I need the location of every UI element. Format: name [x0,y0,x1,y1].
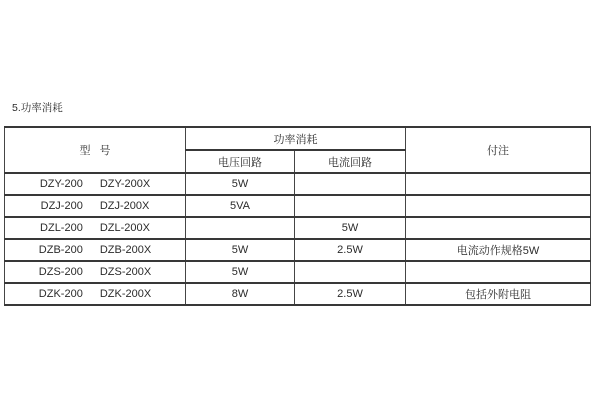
model-pair [7,200,183,212]
header-current-circuit: 电流回路 [295,150,406,173]
voltage-cell: 5W [186,173,295,195]
section-title: 5.功率消耗 [12,102,63,114]
model-a: DZK-200 [38,288,83,300]
note-cell [406,195,591,217]
model-cell [5,195,186,217]
current-cell: 2.5W [295,283,406,305]
model-pair [7,266,183,278]
current-cell [295,195,406,217]
voltage-cell [186,217,295,239]
model-cell [5,217,186,239]
voltage-cell: 5W [186,261,295,283]
model-b: DZL-200X [99,222,150,234]
note-cell: 包括外附电阻 [406,283,591,305]
voltage-cell: 5W [186,239,295,261]
note-cell [406,173,591,195]
model-b: DZK-200X [99,288,152,300]
model-a: DZL-200 [40,222,83,234]
model-b: DZS-200X [99,266,152,278]
table-row [5,239,591,261]
table-row [5,195,591,217]
header-model: 型 号 [5,127,186,173]
voltage-cell: 5VA [186,195,295,217]
table-row [5,173,591,195]
model-a: DZJ-200 [40,200,83,212]
model-b: DZB-200X [99,244,152,256]
current-cell [295,173,406,195]
table-row [5,283,591,305]
header-note: 付注 [406,127,591,173]
model-cell [5,173,186,195]
table-row [5,217,591,239]
note-cell [406,217,591,239]
table-header [5,127,591,173]
model-pair [7,288,183,300]
header-power-consumption: 功率消耗 [186,127,406,150]
model-cell [5,261,186,283]
model-pair [7,222,183,234]
current-cell: 5W [295,217,406,239]
current-cell: 2.5W [295,239,406,261]
table-body [5,173,591,305]
model-pair [7,244,183,256]
model-b: DZY-200X [99,178,151,190]
model-b: DZJ-200X [99,200,150,212]
note-cell: 电流动作规格5W [406,239,591,261]
power-consumption-table [4,126,591,306]
table-row [5,261,591,283]
model-cell [5,283,186,305]
model-pair [7,178,183,190]
note-cell [406,261,591,283]
header-voltage-circuit: 电压回路 [186,150,295,173]
model-cell [5,239,186,261]
model-a: DZB-200 [38,244,83,256]
model-a: DZY-200 [39,178,83,190]
model-a: DZS-200 [38,266,83,278]
current-cell [295,261,406,283]
header-row-1 [5,127,591,150]
voltage-cell: 8W [186,283,295,305]
